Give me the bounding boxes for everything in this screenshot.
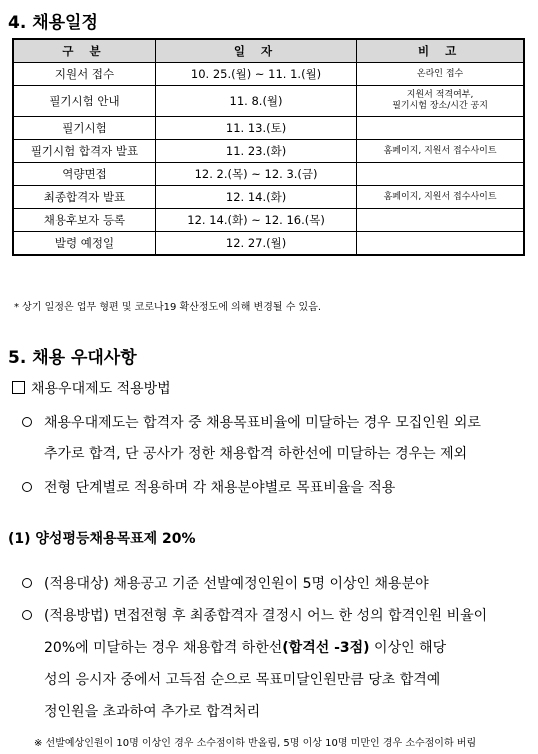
row-item: 최종합격자 발표 (13, 186, 155, 209)
row-date: 12. 27.(월) (155, 232, 356, 256)
row-item: 역량면접 (13, 163, 155, 186)
section-4-title: 4. 채용일정 (8, 13, 98, 33)
table-row (13, 86, 524, 117)
method-line-1: (적용방법) 면접전형 후 최종합격자 결정시 어느 한 성의 합격인원 비율이 (44, 608, 488, 624)
row-item: 필기시험 안내 (13, 86, 155, 117)
table-row (13, 117, 524, 140)
row-item: 필기시험 합격자 발표 (13, 140, 155, 163)
row-note: 홈페이지, 지원서 접수사이트 (357, 140, 524, 163)
subsection-title: (1) 양성평등채용목표제 20% (8, 531, 196, 547)
passing-score-bold: (합격선 -3점) (282, 640, 370, 656)
row-note (357, 209, 524, 232)
row-item: 지원서 접수 (13, 63, 155, 86)
row-note (357, 232, 524, 256)
bullet-1-line-2: 추가로 합격, 단 공사가 정한 채용합격 하한선에 미달하는 경우는 제외 (44, 446, 468, 462)
circle-bullet-icon (22, 482, 32, 492)
section-5-title: 5. 채용 우대사항 (8, 348, 137, 368)
schedule-footnote: * 상기 일정은 업무 형편 및 코로나19 확산정도에 의해 변경될 수 있음. (14, 302, 322, 313)
method-line-2-b: 이상인 해당 (369, 640, 447, 656)
method-line-3: 성의 응시자 중에서 고득점 순으로 목표미달인원만큼 당초 합격예 (44, 672, 441, 688)
circle-bullet-icon (22, 578, 32, 588)
row-date: 10. 25.(월) ~ 11. 1.(월) (155, 63, 356, 86)
bullet-1-line-1: 채용우대제도는 합격자 중 채용목표비율에 미달하는 경우 모집인원 외로 (44, 415, 481, 431)
method-line-4: 정인원을 초과하여 추가로 합격처리 (44, 704, 261, 720)
row-date: 12. 2.(목) ~ 12. 3.(금) (155, 163, 356, 186)
row-item: 필기시험 (13, 117, 155, 140)
row-date: 11. 13.(토) (155, 117, 356, 140)
checkbox-item (12, 378, 171, 398)
empty-box-icon (12, 381, 25, 394)
row-date: 12. 14.(화) (155, 186, 356, 209)
method-line-2 (44, 637, 446, 657)
method-line-2-a: 20%에 미달하는 경우 채용합격 하한선 (44, 640, 283, 656)
table-row (13, 209, 524, 232)
schedule-table (12, 38, 525, 256)
row-date: 11. 8.(월) (155, 86, 356, 117)
header-date: 일 자 (155, 39, 356, 63)
header-category: 구 분 (13, 39, 155, 63)
row-note (357, 117, 524, 140)
header-remarks: 비 고 (357, 39, 524, 63)
table-header-row (13, 39, 524, 63)
row-date: 12. 14.(화) ~ 12. 16.(목) (155, 209, 356, 232)
table-row (13, 163, 524, 186)
row-note (357, 163, 524, 186)
table-row (13, 63, 524, 86)
bullet-2: 전형 단계별로 적용하며 각 채용분야별로 목표비율을 적용 (44, 480, 396, 496)
row-note: 온라인 접수 (357, 63, 524, 86)
table-row (13, 140, 524, 163)
row-item: 발령 예정일 (13, 232, 155, 256)
row-date: 11. 23.(화) (155, 140, 356, 163)
target-line: (적용대상) 채용공고 기준 선발예정인원이 5명 이상인 채용분야 (44, 576, 429, 592)
row-note: 지원서 적격여부, 필기시험 장소/시간 공지 (357, 86, 524, 117)
rounding-note: ※ 선발예상인원이 10명 이상인 경우 소수점이하 반올림, 5명 이상 10명 미만인 경우 소수점이하 버림 (34, 738, 477, 749)
table-row (13, 232, 524, 256)
row-note: 홈페이지, 지원서 접수사이트 (357, 186, 524, 209)
checkbox-item-label: 채용우대제도 적용방법 (31, 381, 171, 397)
table-row (13, 186, 524, 209)
circle-bullet-icon (22, 417, 32, 427)
row-item: 채용후보자 등록 (13, 209, 155, 232)
circle-bullet-icon (22, 610, 32, 620)
